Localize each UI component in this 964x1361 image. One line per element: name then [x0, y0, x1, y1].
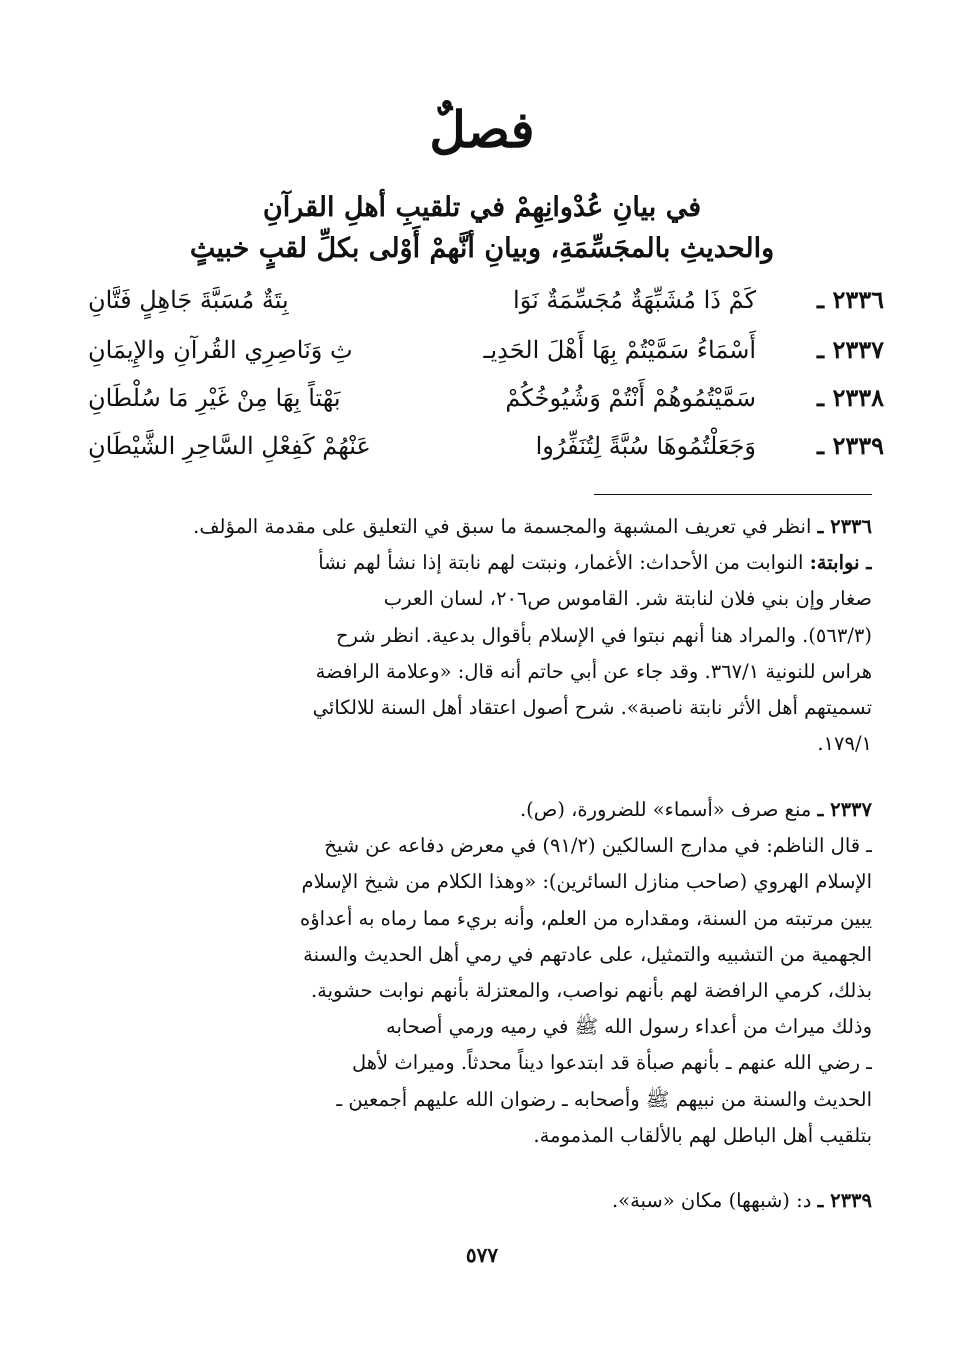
- footnote-2339: [88, 1183, 872, 1219]
- footnote-divider: [594, 494, 872, 495]
- verse-2336: [88, 277, 884, 323]
- footnote-number: ٢٣٣٦ ـ: [817, 515, 872, 538]
- footnote-line: [88, 792, 872, 828]
- verse-first-hemistich: وَجَعَلْتُمُوهَا سُبَّةً لِتُنَفِّرُوا: [535, 432, 756, 460]
- footnote-text: انظر في تعريف المشبهة والمجسمة ما سبق في التعليق على مقدمة المؤلف.: [193, 515, 812, 538]
- footnote-line: بذلك، كرمي الرافضة لهم بأنهم نواصب، والمعتزلة بأنهم نوابت حشوية.: [310, 979, 872, 1003]
- footnote-line: [88, 509, 872, 545]
- verse-2339: [88, 423, 884, 469]
- verse-first-hemistich: كَمْ ذَا مُشَبِّهَةٌ مُجَسِّمَةٌ نَوَا: [513, 286, 756, 314]
- footnote-line: بتلقيب أهل الباطل لهم بالألقاب المذمومة.: [533, 1123, 872, 1147]
- chapter-subtitle-line-1: في بيانِ عُدْوانِهِمْ في تلقيبِ أهلِ القرآنِ: [262, 192, 702, 223]
- verse-number: ٢٣٣٨ ـ: [817, 383, 884, 412]
- footnote-line: ـ قال الناظم: في مدارج السالكين (٩١/٢) في معرض دفاعه عن شيخ: [324, 834, 872, 858]
- footnote-line: ١٧٩/١.: [817, 732, 872, 756]
- footnote-text: منع صرف «أسماء» للضرورة، (ص).: [519, 798, 812, 821]
- footnote-line: هراس للنونية ٣٦٧/١. وقد جاء عن أبي حاتم أنه قال: «وعلامة الرافضة: [315, 659, 872, 683]
- footnote-text: د: (شبهها) مكان «سبة».: [611, 1189, 812, 1212]
- footnote-text: النوابت من الأحداث: الأغمار، ونبتت لهم نابتة إذا نشأ لهم نشأ: [318, 551, 804, 575]
- verse-number: ٢٣٣٦ ـ: [817, 285, 884, 314]
- footnote-line: [88, 1183, 872, 1219]
- verse-first-hemistich: أَسْمَاءُ سَمَّيْتُمْ بِهَا أَهْلَ الحَدِيـ: [483, 336, 756, 364]
- footnote-line: صغار وإن بني فلان لنابتة شر. القاموس ص٢٠٦، لسان العرب: [383, 587, 872, 611]
- footnote-line: الإسلام الهروي (صاحب منازل السائرين): «وهذا الكلام من شيخ الإسلام: [301, 870, 872, 894]
- verse-2337: [88, 327, 884, 373]
- chapter-subtitle-line-2: والحديثِ بالمجَسِّمَةِ، وبيانِ أنَّهمْ أَوْلى بكلِّ لقبٍ خبيثٍ: [189, 233, 775, 264]
- verse-number: ٢٣٣٧ ـ: [817, 335, 884, 364]
- footnote-line: ـ رضي الله عنهم ـ بأنهم صبأة قد ابتدعوا ديناً محدثاً. وميراث لأهل: [351, 1051, 872, 1075]
- verse-second-hemistich: عَنْهُمْ كَفِعْلِ السَّاحِرِ الشَّيْطَانِ: [88, 432, 371, 460]
- verse-number: ٢٣٣٩ ـ: [817, 431, 884, 460]
- footnote-number: ٢٣٣٩ ـ: [817, 1189, 872, 1212]
- footnote-line: الجهمية من التشبيه والتمثيل، على عادتهم في رمي أهل الحديث والسنة: [303, 942, 872, 966]
- verse-second-hemistich: بِتَةٌ مُسَبَّةَ جَاهِلٍ فَتَّانِ: [88, 286, 289, 314]
- footnote-line: [88, 545, 872, 581]
- footnote-line: وذلك ميراث من أعداء رسول الله ﷺ في رميه ورمي أصحابه: [385, 1015, 872, 1039]
- footnote-line: يبين مرتبته من السنة، ومقداره من العلم، وأنه بريء مما رماه به أعداؤه: [300, 906, 872, 930]
- verse-second-hemistich: بَهْتاً بِهَا مِنْ غَيْرِ مَا سُلْطَانِ: [88, 384, 341, 412]
- chapter-heading: فصلٌ: [429, 100, 535, 159]
- verse-second-hemistich: ثِ وَنَاصِرِي القُرآنِ والإِيمَانِ: [88, 336, 353, 364]
- footnote-2337: [88, 792, 872, 1154]
- footnote-term: ـ نوابتة:: [809, 551, 872, 575]
- footnote-line: الحديث والسنة من نبيهم ﷺ وأصحابه ـ رضوان الله عليهم أجمعين ـ: [336, 1087, 872, 1111]
- page-number: ٥٧٧: [465, 1243, 499, 1267]
- verse-2338: [88, 375, 884, 421]
- footnote-2336: [88, 509, 872, 762]
- footnote-line: (٥٦٣/٣). والمراد هنا أنهم نبتوا في الإسلام بأقوال بدعية. انظر شرح: [335, 623, 872, 647]
- verse-first-hemistich: سَمَّيْتُمُوهُمْ أَنْتُمْ وَشُيُوخُكُمْ: [505, 384, 756, 412]
- footnote-line: تسميتهم أهل الأثر نابتة ناصبة». شرح أصول اعتقاد أهل السنة للالكائي: [312, 696, 872, 720]
- footnote-number: ٢٣٣٧ ـ: [817, 798, 872, 821]
